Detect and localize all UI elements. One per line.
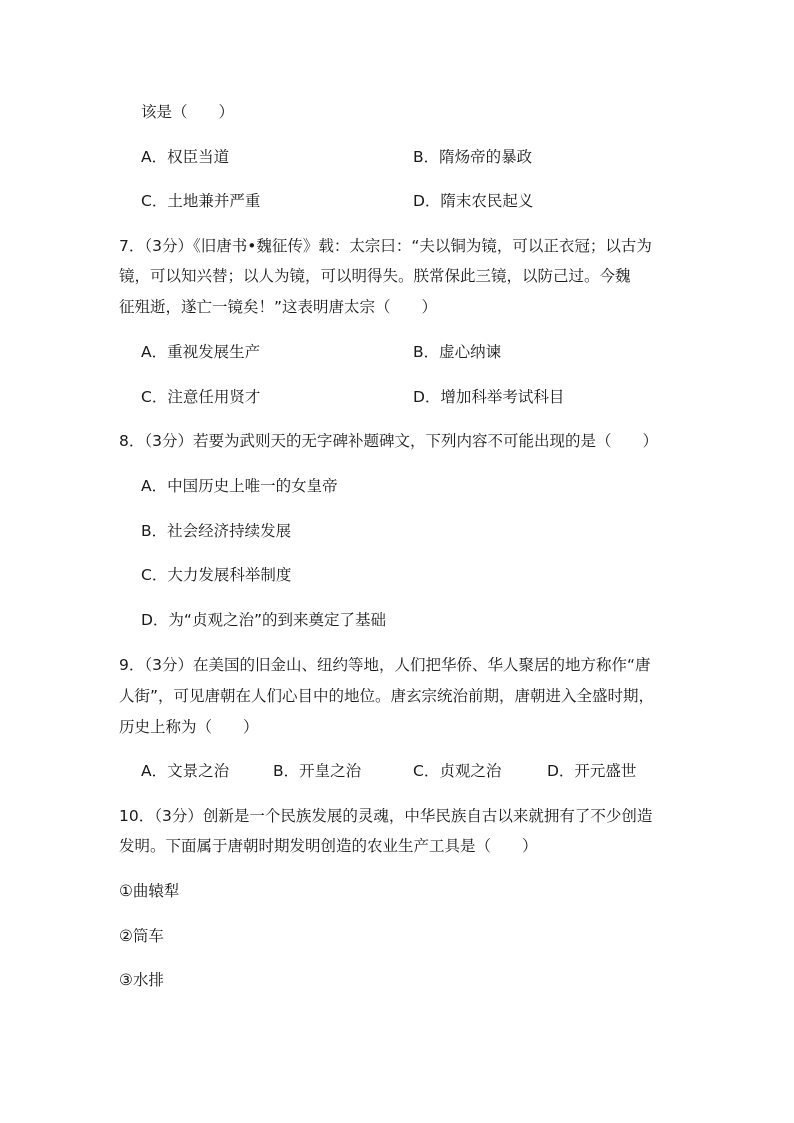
q6-option-a: A．权臣当道 [141, 148, 230, 166]
q7-option-d: D．增加科举考试科目 [413, 388, 565, 406]
q10-stem-line-1: 10．（3分）创新是一个民族发展的灵魂，中华民族自古以来就拥有了不少创造 [119, 807, 653, 825]
q9-stem-line-3: 历史上称为（ ） [119, 718, 259, 736]
q8-option-c: C．大力发展科举制度 [141, 566, 292, 584]
q6-option-b: B．隋炀帝的暴政 [413, 148, 533, 166]
q6-option-d: D．隋末农民起义 [413, 192, 534, 210]
q9-option-b: B．开皇之治 [273, 762, 362, 780]
q8-option-b: B．社会经济持续发展 [141, 522, 292, 540]
q9-option-c: C．贞观之治 [413, 762, 502, 780]
q9-option-d: D．开元盛世 [547, 762, 637, 780]
q9-option-a: A．文景之治 [141, 762, 230, 780]
q9-stem-line-2: 人街”，可见唐朝在人们心目中的地位。唐玄宗统治前期，唐朝进入全盛时期， [119, 687, 655, 705]
q7-option-b: B．虚心纳谏 [413, 343, 502, 361]
q7-option-a: A．重视发展生产 [141, 343, 261, 361]
q6-stem-tail: 该是（ ） [141, 103, 235, 121]
q7-stem-line-1: 7．（3分）《旧唐书•魏征传》载：太宗曰：“夫以铜为镜，可以正衣冠；以古为 [119, 237, 652, 255]
q8-option-d: D．为“贞观之治”的到来奠定了基础 [141, 611, 386, 629]
q10-item-1: ①曲辕犁 [119, 882, 180, 900]
q10-item-2: ②筒车 [119, 927, 164, 945]
q10-item-3: ③水排 [119, 971, 164, 989]
q7-stem-line-3: 征殂逝，遂亡一镜矣！”这表明唐太宗（ ） [119, 298, 438, 316]
q9-stem-line-1: 9．（3分）在美国的旧金山、纽约等地，人们把华侨、华人聚居的地方称作“唐 [119, 656, 651, 674]
q7-option-c: C．注意任用贤才 [141, 388, 261, 406]
q7-stem-line-2: 镜，可以知兴替；以人为镜，可以明得失。朕常保此三镜，以防己过。今魏 [119, 267, 631, 285]
q8-stem-line-1: 8．（3分）若要为武则天的无字碑补题碑文，下列内容不可能出现的是（ ） [119, 432, 658, 450]
q6-option-c: C．土地兼并严重 [141, 192, 261, 210]
q10-stem-line-2: 发明。下面属于唐朝时期发明创造的农业生产工具是（ ） [119, 837, 538, 855]
q8-option-a: A．中国历史上唯一的女皇帝 [141, 477, 338, 495]
